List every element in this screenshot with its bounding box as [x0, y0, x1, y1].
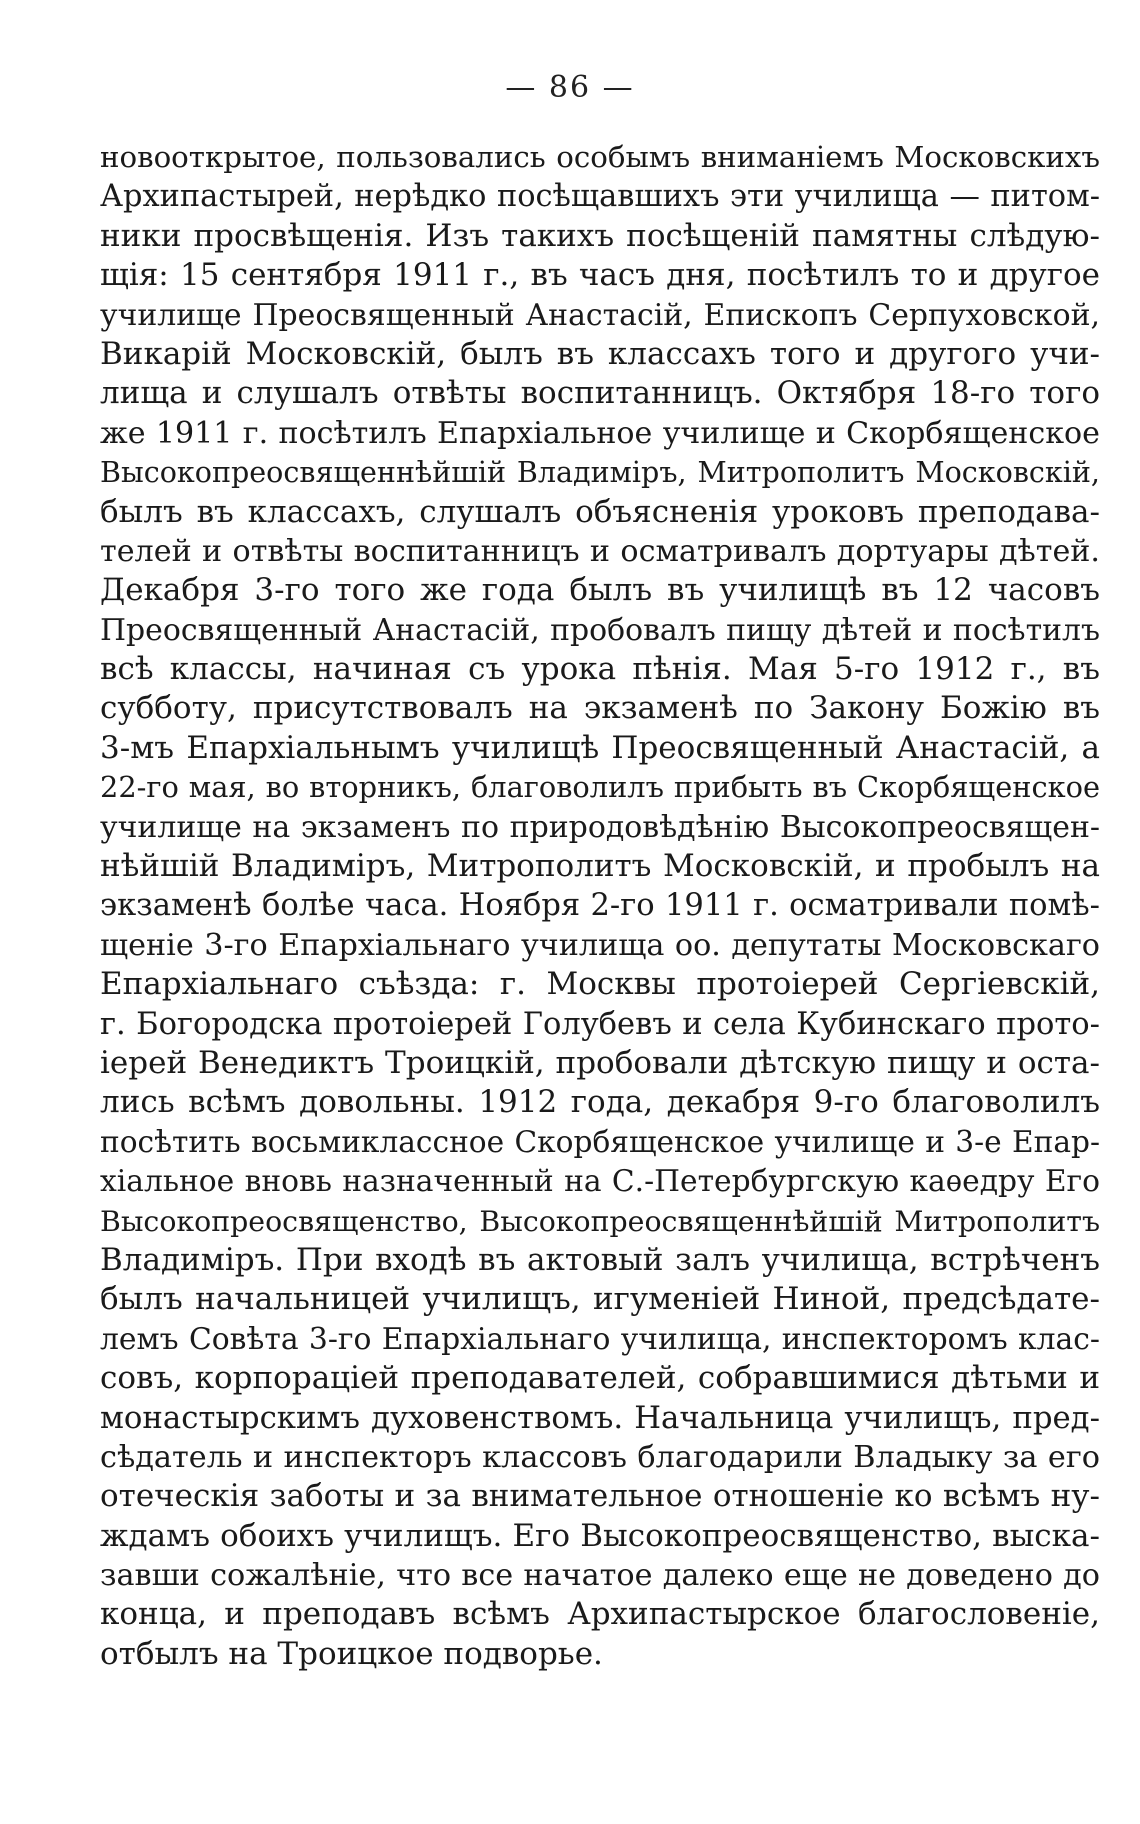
text-line: лись всѣмъ довольны. 1912 года, декабря 9-го благоволилъ: [100, 1084, 1100, 1121]
text-line: Епархіальнаго съѣзда: г. Москвы протоіерей Сергіевскій,: [100, 966, 1100, 1003]
text-line: Архипастырей, нерѣдко посѣщавшихъ эти училища — питом-: [100, 179, 1100, 215]
text-line: іерей Венедиктъ Троицкій, пробовали дѣтскую пищу и оста-: [100, 1044, 1100, 1081]
text-line: 3-мъ Епархіальнымъ училищѣ Преосвященный Анастасій, а: [100, 729, 1100, 766]
text-line: же 1911 г. посѣтилъ Епархіальное училище и Скорбященское: [100, 415, 1100, 451]
text-line: Высокопреосвященство, Высокопреосвященнѣйшій Митрополитъ: [100, 1204, 1100, 1238]
text-line: былъ въ классахъ, слушалъ объясненія уроковъ преподава-: [100, 493, 1100, 530]
text-line: отбылъ на Троицкое подворье.: [100, 1635, 603, 1672]
text-line: конца, и преподавъ всѣмъ Архипастырское благословеніе,: [100, 1596, 1100, 1633]
text-line: лемъ Совѣта 3-го Епархіальнаго училища, инспекторомъ клас-: [100, 1321, 1100, 1357]
text-line: лища и слушалъ отвѣты воспитанницъ. Октября 18-го того: [100, 375, 1100, 412]
page-number: — 86 —: [505, 70, 635, 105]
text-line: посѣтить восьмиклассное Скорбященское училище и 3-е Епар-: [100, 1124, 1100, 1159]
text-line: новооткрытое, пользовались особымъ вниманіемъ Московскихъ: [100, 140, 1100, 174]
text-line: Декабря 3-го того же года былъ въ училищѣ въ 12 часовъ: [100, 572, 1100, 609]
text-line: Высокопреосвященнѣйшій Владиміръ, Митрополитъ Московскій,: [100, 455, 1100, 490]
text-line: всѣ классы, начиная съ урока пѣнія. Мая 5-го 1912 г., въ: [100, 651, 1100, 688]
text-line: Преосвященный Анастасій, пробовалъ пищу дѣтей и посѣтилъ: [100, 612, 1100, 648]
text-line: щія: 15 сентября 1911 г., въ часъ дня, посѣтилъ то и другое: [100, 257, 1100, 294]
text-line: былъ начальницей училищъ, игуменіей Ниной, предсѣдате-: [100, 1281, 1100, 1318]
text-line: Владиміръ. При входѣ въ актовый залъ училища, встрѣченъ: [100, 1241, 1100, 1278]
text-line: субботу, присутствовалъ на экзаменѣ по Закону Божію въ: [100, 690, 1100, 727]
body-text: [100, 138, 1100, 1674]
text-line: телей и отвѣты воспитанницъ и осматривалъ дортуары дѣтей.: [100, 533, 1100, 569]
text-line: совъ, корпораціей преподавателей, собравшимися дѣтьми и: [100, 1360, 1100, 1397]
text-line: завши сожалѣніе, что все начатое далеко еще не доведено до: [100, 1558, 1100, 1594]
text-line: отеческія заботы и за внимательное отношеніе ко всѣмъ ну-: [100, 1478, 1100, 1515]
text-line: училище Преосвященный Анастасій, Епископъ Серпуховской,: [100, 297, 1100, 333]
text-line: Викарій Московскій, былъ въ классахъ того и другого учи-: [100, 335, 1100, 372]
text-line: сѣдатель и инспекторъ классовъ благодарили Владыку за его: [100, 1439, 1100, 1475]
text-line: ники просвѣщенія. Изъ такихъ посѣщеній памятны слѣдую-: [100, 217, 1100, 254]
text-line: монастырскимъ духовенствомъ. Начальница училищъ, пред-: [100, 1399, 1100, 1436]
text-line: 22-го мая, во вторникъ, благоволилъ прибыть въ Скорбященское: [100, 770, 1100, 805]
text-line: экзаменѣ болѣе часа. Ноября 2-го 1911 г. осматривали помѣ-: [100, 888, 1100, 924]
text-line: хіальное вновь назначенный на С.-Петербургскую каѳедру Его: [100, 1164, 1100, 1200]
text-line: ждамъ обоихъ училищъ. Его Высокопреосвященство, выска-: [100, 1517, 1100, 1554]
text-line: г. Богородска протоіерей Голубевъ и села Кубинскаго прото-: [100, 1006, 1100, 1042]
text-line: училище на экзаменъ по природовѣдѣнію Высокопреосвящен-: [100, 809, 1100, 845]
text-line: щеніе 3-го Епархіальнаго училища оо. депутаты Московскаго: [100, 927, 1100, 963]
text-line: нѣйшій Владиміръ, Митрополитъ Московскій, и пробылъ на: [100, 848, 1100, 885]
